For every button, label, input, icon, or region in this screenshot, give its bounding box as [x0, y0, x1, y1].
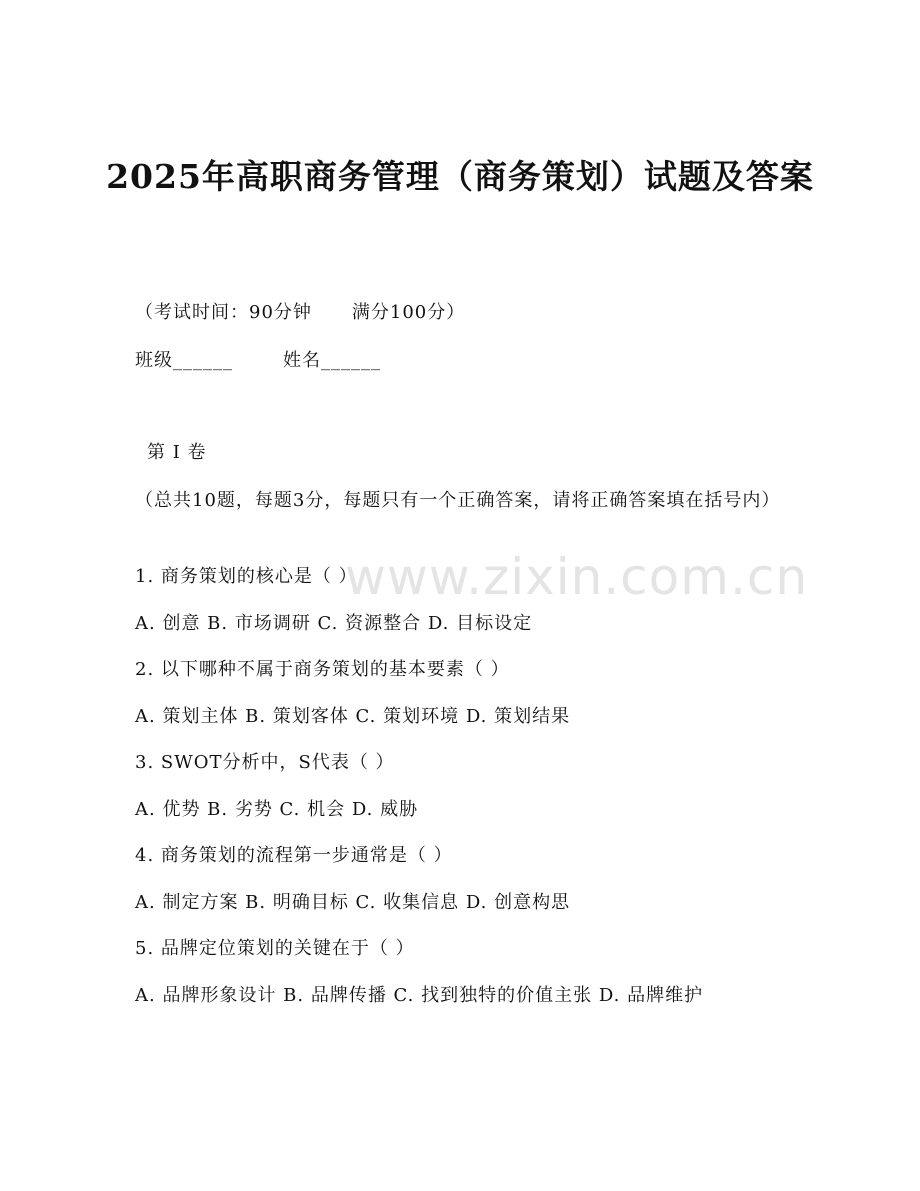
question-2-options: A. 策划主体 B. 策划客体 C. 策划环境 D. 策划结果: [135, 706, 571, 727]
page-title: 2025年高职商务管理（商务策划）试题及答案: [106, 157, 814, 196]
question-4-options: A. 制定方案 B. 明确目标 C. 收集信息 D. 创意构思: [135, 892, 571, 913]
question-4-stem: 4. 商务策划的流程第一步通常是（ ）: [135, 845, 453, 866]
exam-time: （考试时间：90分钟: [135, 302, 312, 323]
question-1-options: A. 创意 B. 市场调研 C. 资源整合 D. 目标设定: [135, 613, 533, 634]
question-5-stem: 5. 品牌定位策划的关键在于（ ）: [135, 938, 415, 959]
question-3-stem: 3. SWOT分析中，S代表（ ）: [135, 752, 395, 773]
student-fields: [135, 346, 785, 376]
question-5-options: A. 品牌形象设计 B. 品牌传播 C. 找到独特的价值主张 D. 品牌维护: [135, 985, 704, 1006]
section-label: 第 I 卷: [147, 442, 207, 463]
class-field: 班级______: [135, 350, 233, 371]
exam-score: 满分100分）: [351, 302, 466, 323]
question-1-stem: 1. 商务策划的核心是（ ）: [135, 566, 358, 587]
section-instructions: （总共10题，每题3分，每题只有一个正确答案，请将正确答案填在括号内）: [135, 490, 781, 511]
question-3-options: A. 优势 B. 劣势 C. 机会 D. 威胁: [135, 799, 419, 820]
watermark-text: www.zixin.com.cn: [345, 548, 809, 606]
name-field: 姓名______: [283, 350, 381, 371]
question-2-stem: 2. 以下哪种不属于商务策划的基本要素（ ）: [135, 659, 510, 680]
exam-info: [135, 298, 785, 328]
